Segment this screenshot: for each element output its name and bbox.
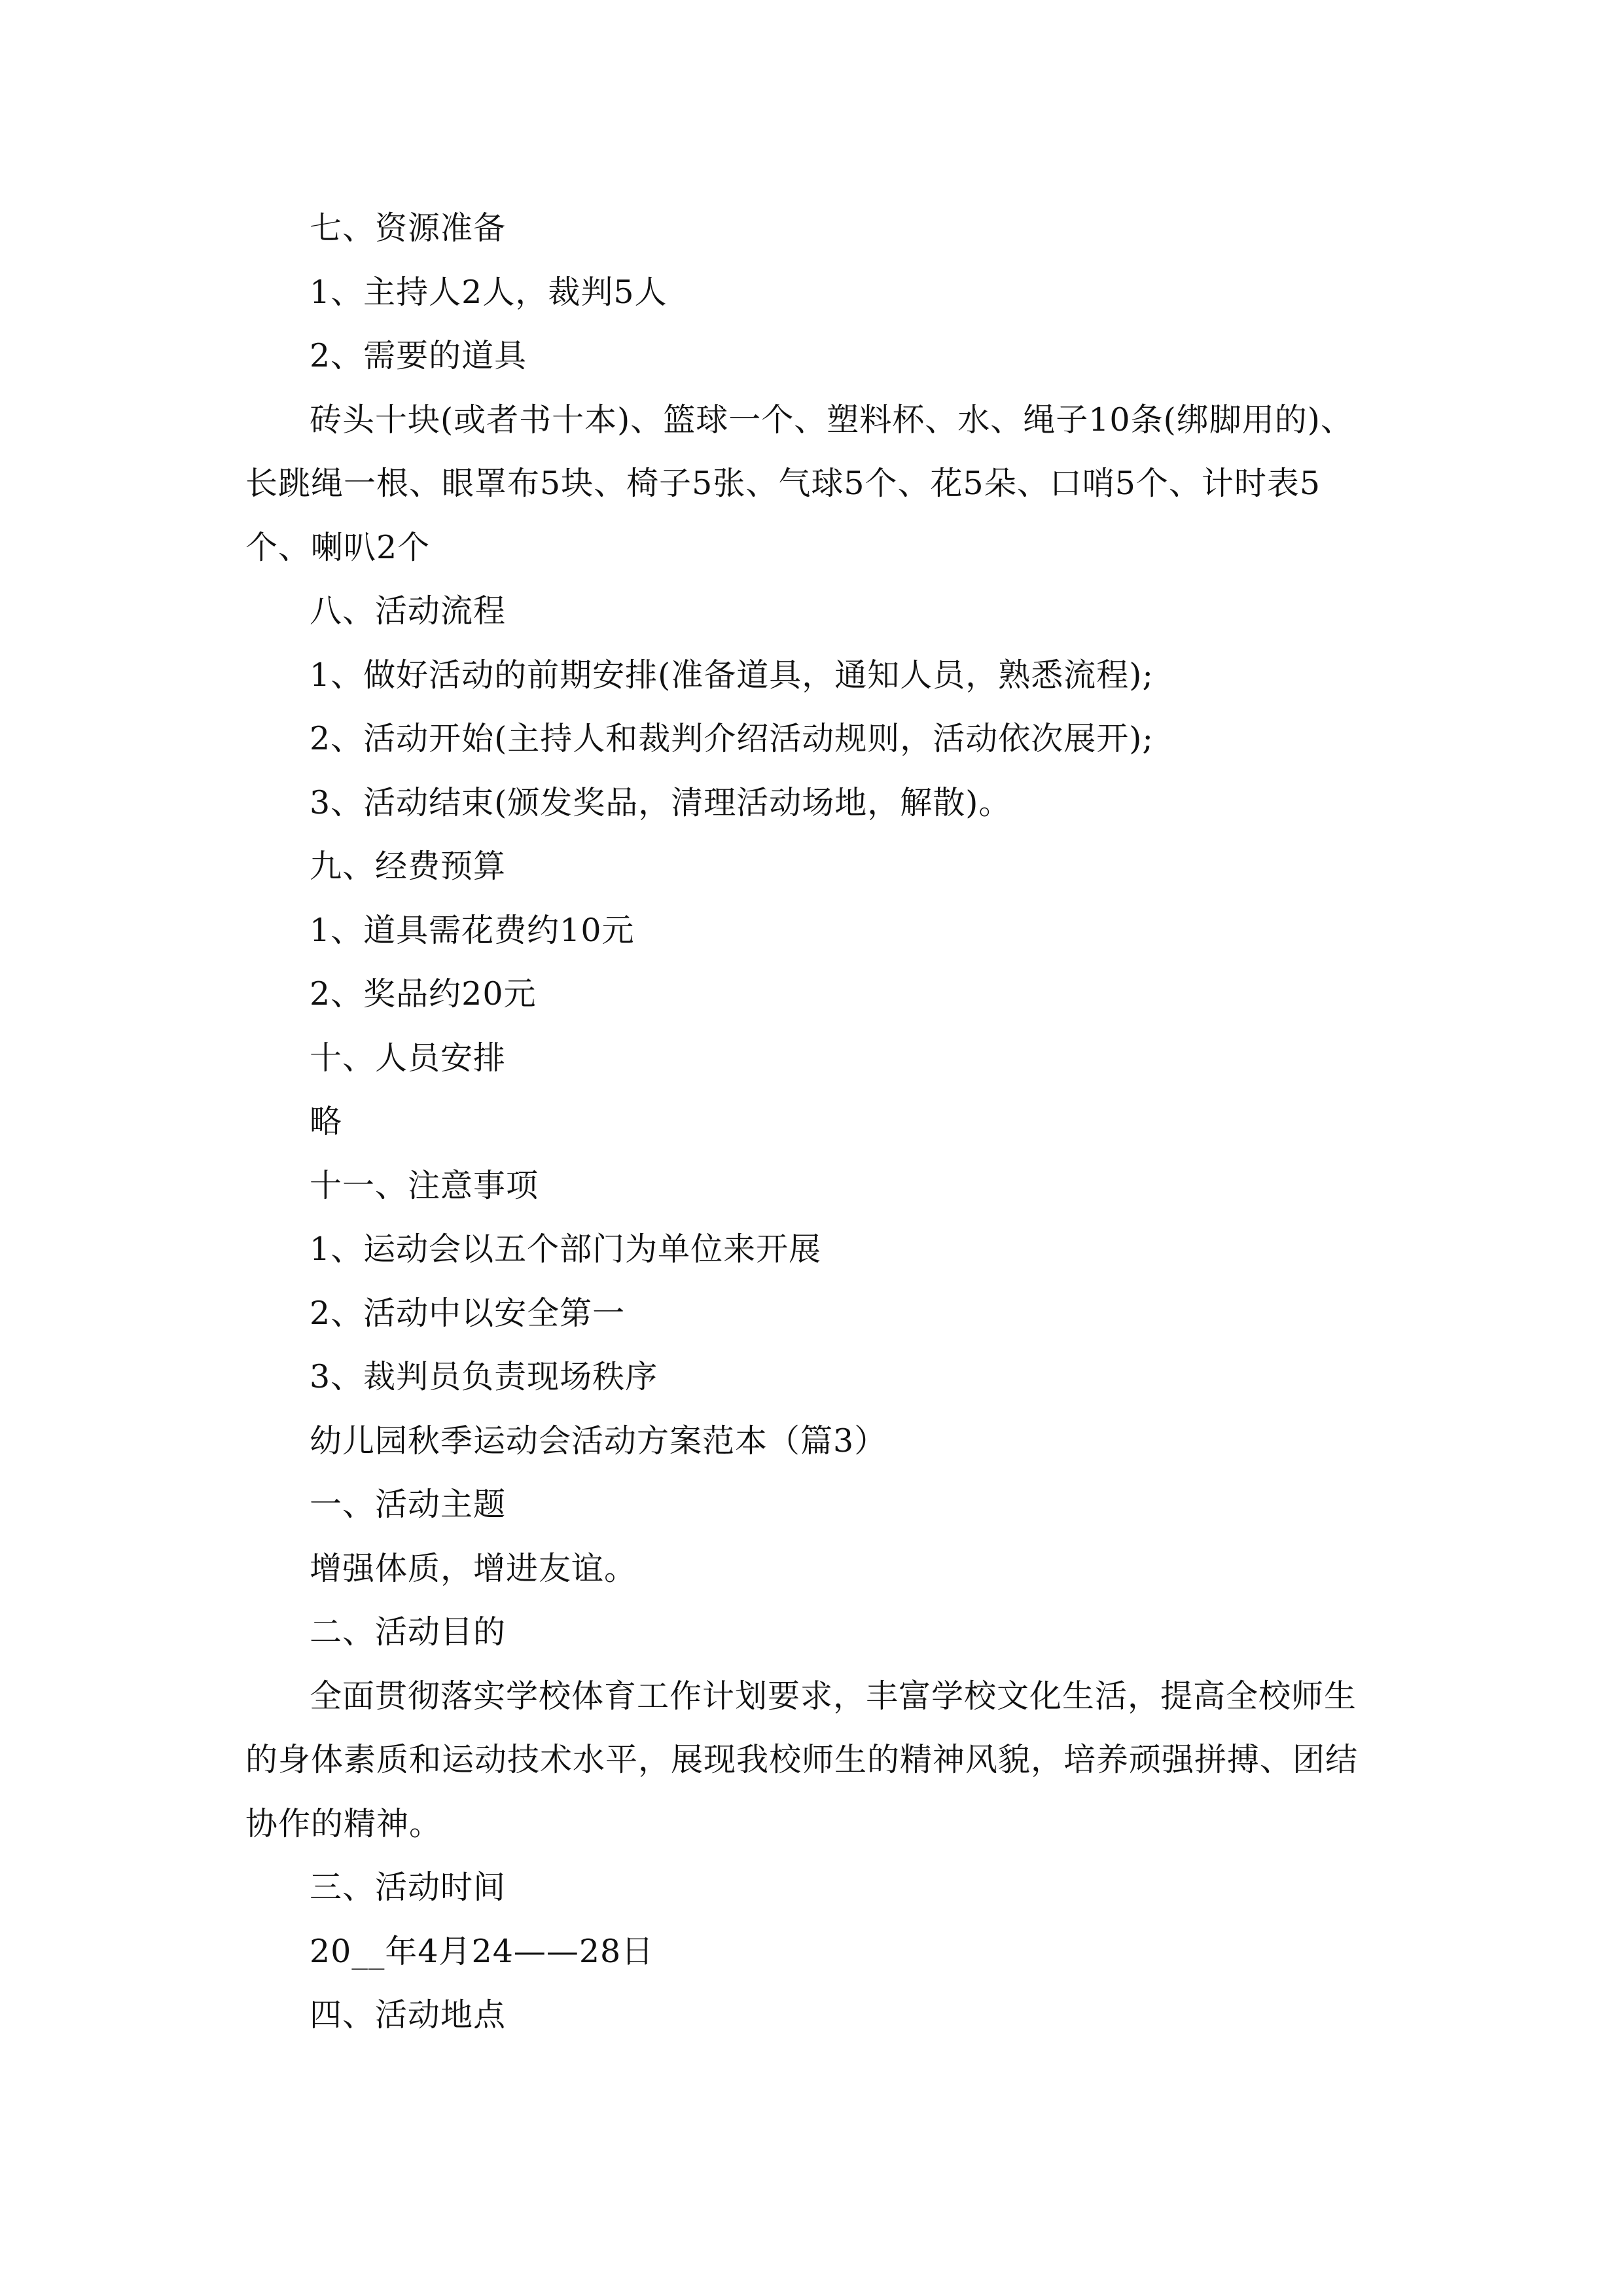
heading-staffing: 十、人员安排	[310, 1039, 507, 1077]
heading-location: 四、活动地点	[310, 1996, 507, 2034]
heading-theme: 一、活动主题	[310, 1486, 507, 1523]
list-item: 2、奖品约20元	[310, 975, 537, 1013]
purpose-paragraph: 全面贯彻落实学校体育工作计划要求，丰富学校文化生活，提高全校师生的身体素质和运动技术水平，展现我校师生的精神风貌，培养顽强拼搏、团结协作的精神。	[245, 1677, 1359, 1842]
paragraph: 略	[310, 1103, 343, 1140]
list-item: 3、活动结束(颁发奖品，清理活动场地，解散)。	[310, 783, 1012, 821]
paragraph: 20__年4月24——28日	[310, 1932, 654, 1970]
list-item: 3、裁判员负责现场秩序	[310, 1358, 658, 1395]
section-title: 幼儿园秋季运动会活动方案范本（篇3）	[310, 1422, 887, 1460]
list-item: 1、主持人2人，裁判5人	[310, 273, 668, 311]
heading-budget: 九、经费预算	[310, 848, 507, 885]
list-item: 1、做好活动的前期安排(准备道具，通知人员，熟悉流程);	[310, 656, 1154, 694]
list-item: 2、需要的道具	[310, 337, 527, 374]
heading-time: 三、活动时间	[310, 1869, 507, 1906]
paragraph: 增强体质，增进友谊。	[310, 1549, 637, 1587]
list-item: 1、运动会以五个部门为单位来开展	[310, 1230, 822, 1268]
heading-resource-preparation: 七、资源准备	[310, 209, 507, 247]
heading-purpose: 二、活动目的	[310, 1613, 507, 1651]
list-item: 1、道具需花费约10元	[310, 911, 635, 949]
heading-activity-process: 八、活动流程	[310, 592, 507, 630]
heading-notes: 十一、注意事项	[310, 1166, 539, 1204]
list-item: 2、活动中以安全第一	[310, 1294, 626, 1332]
props-paragraph: 砖头十块(或者书十本)、篮球一个、塑料杯、水、绳子10条(绑脚用的)、长跳绳一根、眼罩布5块、椅子5张、气球5个、花5朵、口哨5个、计时表5个、喇叭2个	[245, 401, 1353, 566]
document-body	[245, 196, 1384, 2047]
list-item: 2、活动开始(主持人和裁判介绍活动规则，活动依次展开);	[310, 720, 1154, 757]
